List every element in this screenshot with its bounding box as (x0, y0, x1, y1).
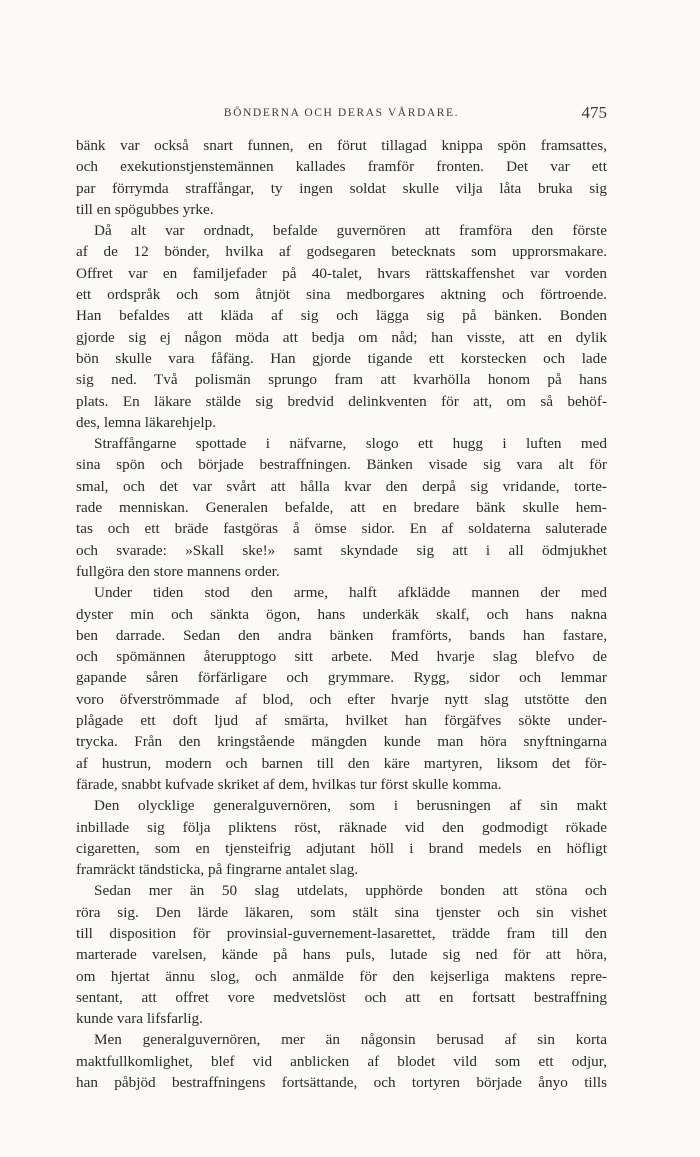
text-line: smal, och det var svårt att hålla kvar den derpå sig vridande, torte- (76, 477, 607, 495)
text-line: rade menniskan. Generalen befalde, att en bredare bänk skulle hem- (76, 499, 607, 517)
text-line: fullgöra den store mannens order. (76, 562, 280, 580)
text-line: sentant, att offret vore medvetslöst och att en fortsatt bestraffning (76, 988, 607, 1006)
text-line: och svarade: »Skall ske!» samt skyndade sig att i all ödmjukhet (76, 541, 607, 559)
running-title: BÖNDERNA OCH DERAS VÅRDARE. (223, 107, 460, 119)
text-line: till disposition för provinsial-guvernement-lasarettet, trädde fram till den (76, 924, 607, 942)
text-line: Under tiden stod den arme, halft afklädde mannen der med (94, 584, 607, 602)
text-line: plågade ett doft ljud af smärta, hvilket han förgäfves sökte under- (76, 712, 607, 730)
text-line: bön skulle vara fåfäng. Han gjorde tigande ett korstecken och lade (76, 349, 607, 367)
text-line: cigaretten, som en tjensteifrig adjutant höll i brand medels en höfligt (76, 839, 607, 857)
text-line: af hustrun, modern och barnen till den käre martyren, liksom det för- (76, 754, 607, 772)
text-line: par förrymda straffångar, ty ingen soldat skulle vilja låta bruka sig (76, 179, 607, 197)
text-line: gapande såren förfärligare och grymmare. Rygg, sidor och lemmar (76, 669, 607, 687)
text-line: ett ordspråk och som åtnjöt sina medborgares aktning och förtroende. (76, 286, 607, 304)
text-line: om hjertat ännu slog, och anmälde för den kejserliga maktens repre- (76, 967, 607, 985)
text-line: Sedan mer än 50 slag utdelats, upphörde bonden att stöna och (94, 882, 607, 900)
text-line: Han befaldes att kläda af sig och lägga sig på bänken. Bonden (76, 307, 607, 325)
text-line: och spömännen återupptogo sitt arbete. Med hvarje slag blefvo de (76, 648, 607, 666)
text-line: Straffångarne spottade i näfvarne, slogo ett hugg i luften med (94, 435, 607, 453)
text-line: till en spögubbes yrke. (76, 200, 214, 218)
text-line: gjorde sig ej någon möda att bedja om nåd; han visste, att en dylik (76, 328, 607, 346)
text-line: tas och ett bräde fastgöras å ömse sidor. En af soldaterna saluterade (76, 520, 607, 538)
text-line: sig ned. Två polismän sprungo fram att kvarhölla honom på hans (76, 371, 607, 389)
text-line: dyster min och sänkta ögon, hans underkäk skalf, och hans nakna (76, 605, 607, 623)
text-line: bänk var också snart funnen, en förut tillagad knippa spön framsattes, (76, 137, 607, 154)
text-line: trycka. Från den kringstående mängden kunde man höra snyftningarna (76, 733, 607, 751)
text-line: inbillade sig följa pliktens röst, räknade vid den godmodigt rökade (76, 818, 607, 836)
text-line: ben darrade. Sedan den andra bänken framförts, bands han fastare, (76, 626, 607, 644)
text-line: sina spön och började bestraffningen. Bänken visade sig vara alt för (76, 456, 607, 474)
text-line: framräckt tändsticka, på fingrarne antalet slag. (76, 861, 359, 879)
text-line: färade, snabbt kufvade skriket af dem, hvilkas tur först skulle komma. (76, 775, 502, 793)
text-line: af de 12 bönder, hvilka af godsegaren betecknats som upprorsmakare. (76, 243, 607, 261)
text-line: maktfullkomlighet, blef vid anblicken af blodet vild som ett odjur, (76, 1052, 607, 1070)
text-line: kunde vara lifsfarlig. (76, 1010, 203, 1028)
text-line: plats. En läkare stälde sig bredvid delinkventen för att, om så behöf- (76, 392, 607, 410)
text-line: marterade varelsen, kände på hans puls, lutade sig ned för att höra, (76, 946, 607, 964)
running-head (76, 103, 607, 125)
text-line: Men generalguvernören, mer än någonsin berusad af sin korta (94, 1031, 607, 1049)
text-line: voro öfverströmmade af blod, och efter hvarje nytt slag utstötte den (76, 690, 607, 708)
page-number: 475 (581, 103, 607, 122)
text-line: röra sig. Den lärde läkaren, som stält sina tjenster och sin vishet (76, 903, 607, 921)
text-line: han påbjöd bestraffningens fortsättande, och tortyren började ånyo tills (76, 1074, 607, 1092)
text-line: Den olycklige generalguvernören, som i berusningen af sin makt (94, 797, 607, 815)
body-text (76, 135, 607, 1093)
text-line: och exekutionstjenstemännen kallades framför fronten. Det var ett (76, 158, 607, 176)
text-line: Offret var en familjefader på 40-talet, hvars rättskaffenshet var vorden (76, 264, 607, 282)
text-line: des, lemna läkarehjelp. (76, 413, 217, 431)
text-line: Då alt var ordnadt, befalde guvernören att framföra den förste (94, 222, 607, 240)
